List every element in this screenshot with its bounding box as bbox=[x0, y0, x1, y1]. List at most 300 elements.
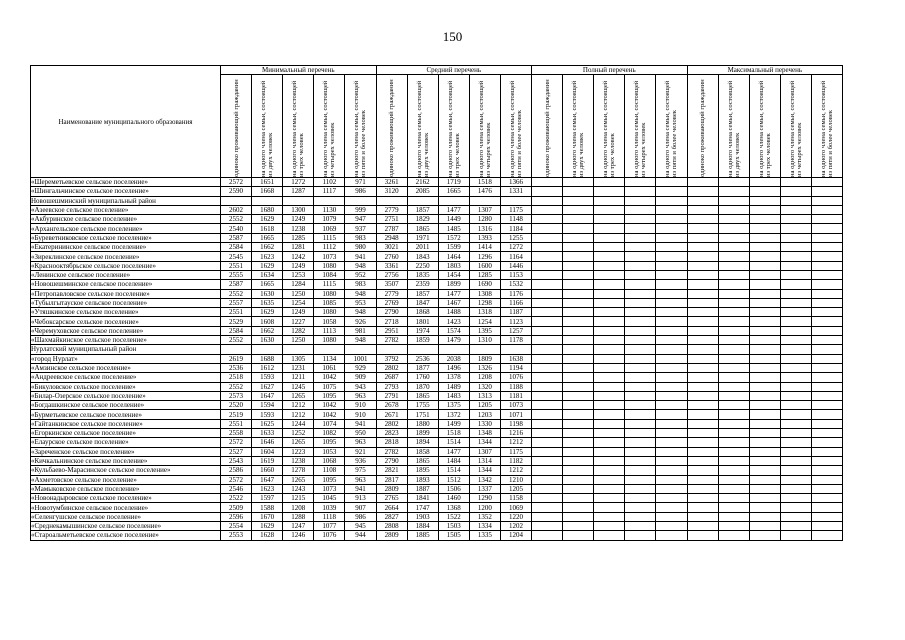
empty-cell bbox=[687, 215, 718, 224]
value-cell: 1117 bbox=[314, 187, 345, 196]
value-cell: 1176 bbox=[500, 289, 531, 298]
value-cell: 1477 bbox=[438, 447, 469, 456]
subheader-label: на одного члена семьи, состоящей из трех человек bbox=[757, 80, 772, 177]
value-cell: 2584 bbox=[221, 243, 252, 252]
value-cell: 1668 bbox=[252, 187, 283, 196]
value-cell: 1690 bbox=[469, 280, 500, 289]
value-cell: 2790 bbox=[376, 308, 407, 317]
empty-cell bbox=[594, 373, 625, 382]
section-row bbox=[31, 345, 843, 354]
value-cell: 1335 bbox=[469, 531, 500, 540]
empty-cell bbox=[625, 363, 656, 372]
value-cell: 1080 bbox=[314, 261, 345, 270]
subheader-cell bbox=[687, 75, 718, 178]
value-cell: 1506 bbox=[438, 484, 469, 493]
empty-cell bbox=[625, 317, 656, 326]
empty-cell bbox=[314, 196, 345, 205]
empty-cell bbox=[594, 298, 625, 307]
empty-cell bbox=[749, 373, 780, 382]
municipality-name: «Богдашкинское сельское поселение» bbox=[31, 401, 221, 410]
value-cell: 1518 bbox=[438, 429, 469, 438]
value-cell: 1719 bbox=[438, 178, 469, 187]
empty-cell bbox=[563, 233, 594, 242]
empty-cell bbox=[625, 512, 656, 521]
empty-cell bbox=[532, 382, 563, 391]
empty-cell bbox=[345, 196, 376, 205]
empty-cell bbox=[594, 419, 625, 428]
value-cell: 1208 bbox=[283, 503, 314, 512]
value-cell: 1877 bbox=[407, 363, 438, 372]
value-cell: 2522 bbox=[221, 494, 252, 503]
empty-cell bbox=[811, 317, 842, 326]
value-cell: 2948 bbox=[376, 233, 407, 242]
value-cell: 1084 bbox=[314, 270, 345, 279]
value-cell: 1903 bbox=[407, 512, 438, 521]
empty-cell bbox=[749, 280, 780, 289]
empty-cell bbox=[811, 503, 842, 512]
empty-cell bbox=[563, 354, 594, 363]
value-cell: 2536 bbox=[221, 363, 252, 372]
empty-cell bbox=[563, 494, 594, 503]
value-cell: 2802 bbox=[376, 419, 407, 428]
empty-cell bbox=[749, 270, 780, 279]
value-cell: 1843 bbox=[407, 252, 438, 261]
empty-cell bbox=[780, 419, 811, 428]
subheader-label: на одного члена семьи, состоящей из двух человек bbox=[726, 80, 741, 177]
empty-cell bbox=[811, 494, 842, 503]
value-cell: 1212 bbox=[500, 438, 531, 447]
value-cell: 1646 bbox=[252, 438, 283, 447]
empty-cell bbox=[625, 298, 656, 307]
value-cell: 1313 bbox=[469, 391, 500, 400]
empty-cell bbox=[656, 419, 687, 428]
empty-cell bbox=[749, 475, 780, 484]
value-cell: 2519 bbox=[221, 410, 252, 419]
table-row bbox=[31, 354, 843, 363]
empty-cell bbox=[656, 252, 687, 261]
value-cell: 1647 bbox=[252, 391, 283, 400]
value-cell: 1204 bbox=[500, 531, 531, 540]
municipality-name: «Екатерининское сельское поселение» bbox=[31, 243, 221, 252]
empty-cell bbox=[780, 326, 811, 335]
value-cell: 953 bbox=[345, 298, 376, 307]
empty-cell bbox=[376, 196, 407, 205]
value-cell: 1053 bbox=[314, 447, 345, 456]
subheader-label: на одного члена семьи, состоящей из трех человек bbox=[602, 80, 617, 177]
value-cell: 1467 bbox=[438, 298, 469, 307]
empty-cell bbox=[625, 401, 656, 410]
table-row bbox=[31, 484, 843, 493]
empty-cell bbox=[625, 215, 656, 224]
empty-cell bbox=[656, 373, 687, 382]
value-cell: 1220 bbox=[500, 512, 531, 521]
municipality-name: «Азеевское сельское поселение» bbox=[31, 205, 221, 214]
value-cell: 1095 bbox=[314, 391, 345, 400]
empty-cell bbox=[594, 317, 625, 326]
value-cell: 2751 bbox=[376, 215, 407, 224]
value-cell: 1164 bbox=[500, 252, 531, 261]
empty-cell bbox=[718, 438, 749, 447]
value-cell: 2602 bbox=[221, 205, 252, 214]
subheader-cell bbox=[469, 75, 500, 178]
empty-cell bbox=[594, 494, 625, 503]
empty-cell bbox=[687, 252, 718, 261]
empty-cell bbox=[563, 187, 594, 196]
empty-cell bbox=[811, 178, 842, 187]
value-cell: 1307 bbox=[469, 205, 500, 214]
empty-cell bbox=[749, 354, 780, 363]
value-cell: 2779 bbox=[376, 205, 407, 214]
value-cell: 1250 bbox=[283, 336, 314, 345]
empty-cell bbox=[625, 270, 656, 279]
value-cell: 943 bbox=[345, 382, 376, 391]
empty-cell bbox=[656, 205, 687, 214]
empty-cell bbox=[687, 326, 718, 335]
empty-cell bbox=[532, 484, 563, 493]
empty-cell bbox=[625, 410, 656, 419]
table-row bbox=[31, 521, 843, 530]
municipality-name: «Акбуринское сельское поселение» bbox=[31, 215, 221, 224]
value-cell: 1829 bbox=[407, 215, 438, 224]
value-cell: 1243 bbox=[283, 484, 314, 493]
value-cell: 2827 bbox=[376, 512, 407, 521]
subheader-label: одиноко проживающий гражданин bbox=[232, 79, 240, 177]
empty-cell bbox=[749, 317, 780, 326]
empty-cell bbox=[687, 354, 718, 363]
value-cell: 1069 bbox=[500, 503, 531, 512]
empty-cell bbox=[749, 215, 780, 224]
subheader-label: на одного члена семьи, состоящей из двух человек bbox=[260, 80, 275, 177]
value-cell: 2809 bbox=[376, 531, 407, 540]
value-cell: 1344 bbox=[469, 466, 500, 475]
table-row bbox=[31, 215, 843, 224]
value-cell: 1670 bbox=[252, 512, 283, 521]
value-cell: 1604 bbox=[252, 447, 283, 456]
empty-cell bbox=[780, 447, 811, 456]
value-cell: 1108 bbox=[314, 466, 345, 475]
value-cell: 1608 bbox=[252, 317, 283, 326]
municipality-name: «Гайтанкинское сельское поселение» bbox=[31, 419, 221, 428]
value-cell: 1971 bbox=[407, 233, 438, 242]
table-row bbox=[31, 447, 843, 456]
empty-cell bbox=[532, 503, 563, 512]
value-cell: 1680 bbox=[252, 205, 283, 214]
municipality-name: «Мамыковское сельское поселение» bbox=[31, 484, 221, 493]
empty-cell bbox=[780, 456, 811, 465]
value-cell: 1203 bbox=[469, 410, 500, 419]
empty-cell bbox=[749, 456, 780, 465]
value-cell: 2551 bbox=[221, 261, 252, 270]
empty-cell bbox=[780, 484, 811, 493]
empty-cell bbox=[749, 512, 780, 521]
empty-cell bbox=[811, 289, 842, 298]
value-cell: 1809 bbox=[469, 354, 500, 363]
value-cell: 2756 bbox=[376, 270, 407, 279]
municipality-name: «Новотумбинское сельское поселение» bbox=[31, 503, 221, 512]
value-cell: 1272 bbox=[283, 178, 314, 187]
empty-cell bbox=[811, 373, 842, 382]
value-cell: 1899 bbox=[438, 280, 469, 289]
table-row bbox=[31, 438, 843, 447]
value-cell: 2572 bbox=[221, 438, 252, 447]
empty-cell bbox=[811, 512, 842, 521]
empty-cell bbox=[563, 401, 594, 410]
empty-cell bbox=[625, 289, 656, 298]
empty-cell bbox=[811, 475, 842, 484]
value-cell: 1246 bbox=[283, 531, 314, 540]
empty-cell bbox=[594, 512, 625, 521]
empty-cell bbox=[687, 363, 718, 372]
empty-cell bbox=[749, 298, 780, 307]
empty-cell bbox=[780, 503, 811, 512]
group-header-maximal: Максимальный перечень bbox=[687, 66, 843, 75]
value-cell: 963 bbox=[345, 391, 376, 400]
empty-cell bbox=[749, 326, 780, 335]
empty-cell bbox=[780, 429, 811, 438]
value-cell: 1868 bbox=[407, 308, 438, 317]
empty-cell bbox=[656, 475, 687, 484]
empty-cell bbox=[811, 308, 842, 317]
empty-cell bbox=[718, 187, 749, 196]
value-cell: 3792 bbox=[376, 354, 407, 363]
empty-cell bbox=[811, 484, 842, 493]
empty-cell bbox=[718, 410, 749, 419]
value-cell: 1115 bbox=[314, 280, 345, 289]
value-cell: 1629 bbox=[252, 215, 283, 224]
empty-cell bbox=[780, 280, 811, 289]
value-cell: 1320 bbox=[469, 382, 500, 391]
empty-cell bbox=[656, 484, 687, 493]
empty-cell bbox=[532, 326, 563, 335]
municipality-name: «Елаурское сельское поселение» bbox=[31, 438, 221, 447]
empty-cell bbox=[469, 196, 500, 205]
empty-cell bbox=[718, 205, 749, 214]
empty-cell bbox=[563, 252, 594, 261]
empty-cell bbox=[563, 289, 594, 298]
empty-cell bbox=[625, 494, 656, 503]
empty-cell bbox=[718, 484, 749, 493]
value-cell: 1113 bbox=[314, 326, 345, 335]
value-cell: 1042 bbox=[314, 410, 345, 419]
value-cell: 3507 bbox=[376, 280, 407, 289]
empty-cell bbox=[625, 531, 656, 540]
empty-cell bbox=[718, 345, 749, 354]
municipality-name: «Новошешминское сельское поселение» bbox=[31, 280, 221, 289]
empty-cell bbox=[594, 270, 625, 279]
value-cell: 1518 bbox=[469, 178, 500, 187]
value-cell: 2790 bbox=[376, 456, 407, 465]
subheader-cell bbox=[594, 75, 625, 178]
empty-cell bbox=[780, 512, 811, 521]
municipality-name: «Егоркинское сельское поселение» bbox=[31, 429, 221, 438]
value-cell: 936 bbox=[345, 456, 376, 465]
municipality-name: «Староальметьевское сельское поселение» bbox=[31, 531, 221, 540]
subheader-cell bbox=[252, 75, 283, 178]
empty-cell bbox=[780, 401, 811, 410]
empty-cell bbox=[780, 308, 811, 317]
empty-cell bbox=[687, 456, 718, 465]
empty-cell bbox=[780, 261, 811, 270]
municipality-name: «Новонадыровское сельское поселение» bbox=[31, 494, 221, 503]
value-cell: 1496 bbox=[438, 363, 469, 372]
empty-cell bbox=[563, 410, 594, 419]
empty-cell bbox=[532, 261, 563, 270]
value-cell: 2823 bbox=[376, 429, 407, 438]
value-cell: 1265 bbox=[283, 391, 314, 400]
table-row bbox=[31, 187, 843, 196]
value-cell: 2808 bbox=[376, 521, 407, 530]
value-cell: 983 bbox=[345, 233, 376, 242]
value-cell: 1194 bbox=[500, 363, 531, 372]
value-cell: 1212 bbox=[500, 466, 531, 475]
empty-cell bbox=[749, 438, 780, 447]
empty-cell bbox=[749, 345, 780, 354]
value-cell: 1618 bbox=[252, 224, 283, 233]
value-cell: 952 bbox=[345, 270, 376, 279]
empty-cell bbox=[718, 382, 749, 391]
value-cell: 1899 bbox=[407, 429, 438, 438]
table-row bbox=[31, 419, 843, 428]
empty-cell bbox=[811, 205, 842, 214]
empty-cell bbox=[780, 354, 811, 363]
empty-cell bbox=[749, 494, 780, 503]
value-cell: 1574 bbox=[438, 326, 469, 335]
value-cell: 1352 bbox=[469, 512, 500, 521]
empty-cell bbox=[656, 503, 687, 512]
empty-cell bbox=[563, 466, 594, 475]
value-cell: 1484 bbox=[438, 456, 469, 465]
empty-cell bbox=[687, 531, 718, 540]
empty-cell bbox=[780, 187, 811, 196]
value-cell: 1102 bbox=[314, 178, 345, 187]
empty-cell bbox=[811, 391, 842, 400]
value-cell: 2558 bbox=[221, 429, 252, 438]
value-cell: 1211 bbox=[283, 373, 314, 382]
value-cell: 1885 bbox=[407, 531, 438, 540]
empty-cell bbox=[532, 270, 563, 279]
empty-cell bbox=[532, 475, 563, 484]
value-cell: 1847 bbox=[407, 298, 438, 307]
value-cell: 1330 bbox=[469, 419, 500, 428]
value-cell: 2584 bbox=[221, 326, 252, 335]
empty-cell bbox=[563, 373, 594, 382]
value-cell: 2572 bbox=[221, 475, 252, 484]
municipality-name: «Шахмайкинское сельское поселение» bbox=[31, 336, 221, 345]
value-cell: 1499 bbox=[438, 419, 469, 428]
table-row bbox=[31, 205, 843, 214]
value-cell: 1449 bbox=[438, 215, 469, 224]
empty-cell bbox=[594, 503, 625, 512]
empty-cell bbox=[625, 233, 656, 242]
empty-cell bbox=[749, 521, 780, 530]
subheader-cell bbox=[314, 75, 345, 178]
subheader-label: на одного члена семьи, состоящей из четырех человек bbox=[477, 80, 492, 177]
empty-cell bbox=[687, 484, 718, 493]
empty-cell bbox=[718, 475, 749, 484]
empty-cell bbox=[780, 531, 811, 540]
empty-cell bbox=[749, 187, 780, 196]
empty-cell bbox=[718, 447, 749, 456]
empty-cell bbox=[780, 224, 811, 233]
empty-cell bbox=[594, 252, 625, 261]
empty-cell bbox=[314, 345, 345, 354]
municipality-name: «Кичкальнинское сельское поселение» bbox=[31, 456, 221, 465]
value-cell: 1200 bbox=[469, 503, 500, 512]
empty-cell bbox=[656, 410, 687, 419]
value-cell: 2590 bbox=[221, 187, 252, 196]
empty-cell bbox=[532, 298, 563, 307]
empty-cell bbox=[749, 419, 780, 428]
value-cell: 929 bbox=[345, 363, 376, 372]
value-cell: 909 bbox=[345, 373, 376, 382]
empty-cell bbox=[780, 270, 811, 279]
value-cell: 2587 bbox=[221, 280, 252, 289]
empty-cell bbox=[532, 438, 563, 447]
empty-cell bbox=[718, 521, 749, 530]
value-cell: 1893 bbox=[407, 475, 438, 484]
section-title: Нурлатский муниципальный район bbox=[31, 345, 221, 354]
table-row bbox=[31, 224, 843, 233]
empty-cell bbox=[221, 196, 252, 205]
empty-cell bbox=[594, 466, 625, 475]
value-cell: 1629 bbox=[252, 261, 283, 270]
value-cell: 1215 bbox=[283, 494, 314, 503]
value-cell: 1629 bbox=[252, 521, 283, 530]
table-row bbox=[31, 410, 843, 419]
value-cell: 1600 bbox=[469, 261, 500, 270]
subheader-label: на одного члена семьи, состоящей из четырех человек bbox=[322, 80, 337, 177]
value-cell: 1532 bbox=[500, 280, 531, 289]
empty-cell bbox=[594, 354, 625, 363]
empty-cell bbox=[749, 178, 780, 187]
group-header-full: Полный перечень bbox=[532, 66, 687, 75]
value-cell: 1074 bbox=[314, 419, 345, 428]
value-cell: 1281 bbox=[283, 243, 314, 252]
empty-cell bbox=[594, 336, 625, 345]
value-cell: 1334 bbox=[469, 521, 500, 530]
empty-cell bbox=[532, 354, 563, 363]
municipality-name: «Архангельское сельское поселение» bbox=[31, 224, 221, 233]
empty-cell bbox=[532, 205, 563, 214]
table-row bbox=[31, 317, 843, 326]
empty-cell bbox=[780, 243, 811, 252]
empty-cell bbox=[594, 382, 625, 391]
value-cell: 975 bbox=[345, 466, 376, 475]
empty-cell bbox=[718, 503, 749, 512]
value-cell: 981 bbox=[345, 326, 376, 335]
value-cell: 1153 bbox=[500, 270, 531, 279]
value-cell: 950 bbox=[345, 429, 376, 438]
empty-cell bbox=[532, 494, 563, 503]
value-cell: 1835 bbox=[407, 270, 438, 279]
empty-cell bbox=[594, 280, 625, 289]
empty-cell bbox=[718, 419, 749, 428]
table-row bbox=[31, 308, 843, 317]
empty-cell bbox=[749, 429, 780, 438]
value-cell: 2802 bbox=[376, 363, 407, 372]
group-header-medium: Средний перечень bbox=[376, 66, 532, 75]
section-title: Новошешминский муниципальный район bbox=[31, 196, 221, 205]
empty-cell bbox=[749, 401, 780, 410]
empty-cell bbox=[563, 326, 594, 335]
table-row bbox=[31, 280, 843, 289]
empty-cell bbox=[563, 336, 594, 345]
value-cell: 1255 bbox=[500, 233, 531, 242]
empty-cell bbox=[687, 289, 718, 298]
empty-cell bbox=[656, 401, 687, 410]
value-cell: 1485 bbox=[438, 224, 469, 233]
empty-cell bbox=[532, 401, 563, 410]
